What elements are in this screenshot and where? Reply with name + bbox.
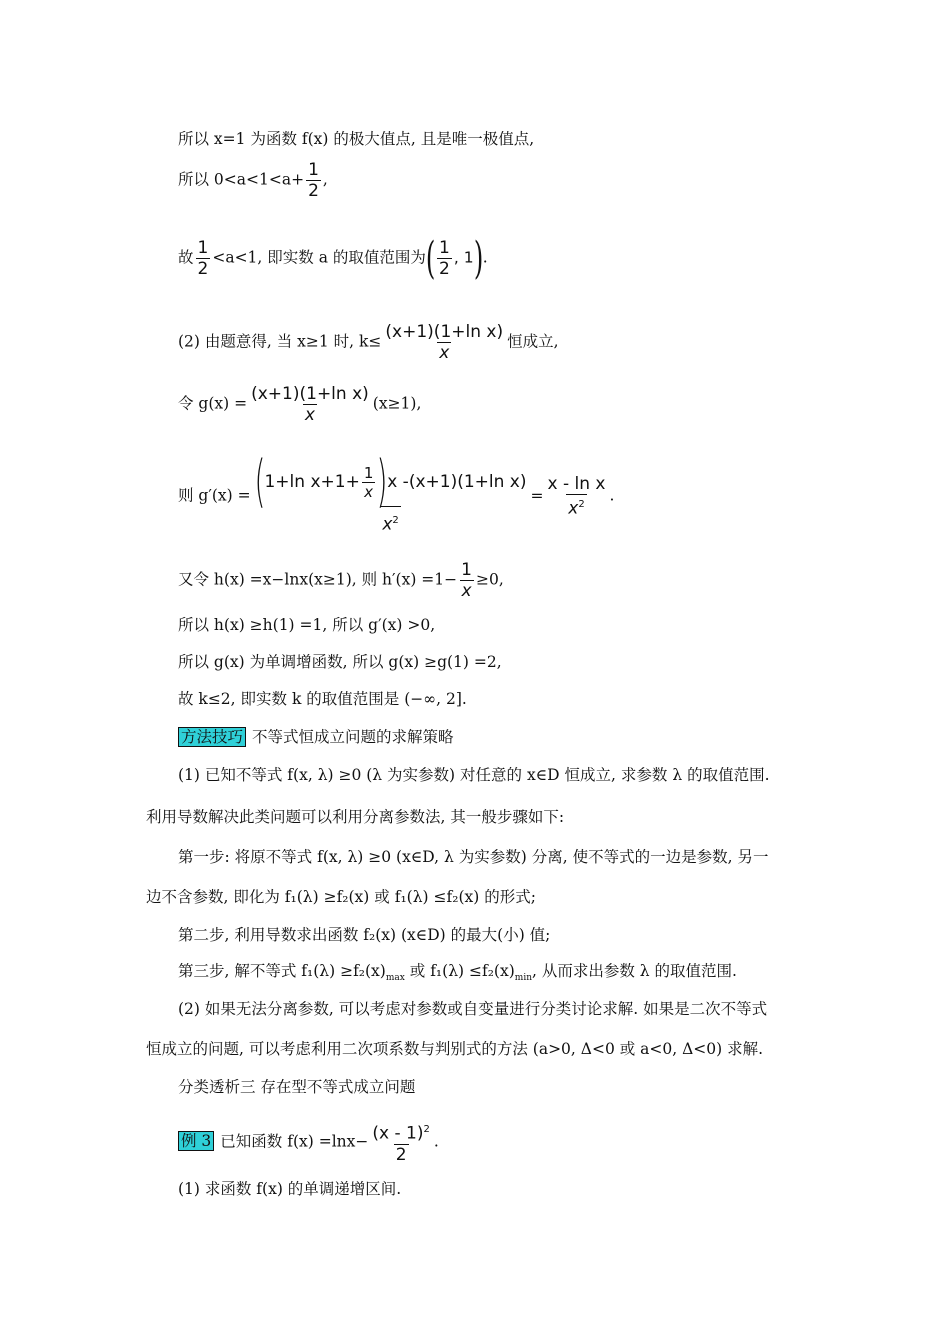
fraction-numerator [370, 1120, 431, 1144]
text-fragment: (2) 由题意得, 当 x≥1 时, k≤ [178, 332, 382, 351]
text-fragment: 第三步, 解不等式 f₁(λ) ≥f₂(x) [178, 962, 386, 980]
text-line-18: (2) 如果无法分离参数, 可以考虑对参数或自变量进行分类讨论求解. 如果是二次不等式 [178, 1000, 768, 1018]
equals-sign: = [530, 486, 544, 505]
fraction-k [383, 322, 505, 363]
den-base: x [382, 514, 393, 535]
fraction-numerator: 1 [308, 160, 319, 180]
fraction-h [459, 560, 474, 601]
fraction-gprime [253, 449, 529, 535]
text-fragment: 所以 0<a<1<a+ [178, 170, 305, 189]
text-line-13: 利用导数解决此类问题可以利用分离参数法, 其一般步骤如下: [146, 808, 565, 826]
text-line-17 [178, 960, 737, 989]
fraction-half [437, 238, 452, 279]
punctuation: , [322, 170, 328, 189]
text-fragment: 则 g′(x) = [178, 486, 251, 505]
punctuation: . [609, 486, 615, 505]
left-paren: ( [254, 449, 266, 514]
subscript-min: min [514, 973, 532, 984]
text-fragment: <a<1, 即实数 a 的取值范围为 [212, 248, 426, 267]
text-line-19: 恒成立的问题, 可以考虑利用二次项系数与判别式的方法 (a>0, Δ<0 或 a<0, Δ<0) 求解. [146, 1040, 764, 1058]
text-line-14: 第一步: 将原不等式 f(x, λ) ≥0 (x∈D, λ 为实参数) 分离, 使不等式的一边是参数, 另一 [178, 848, 769, 866]
text-line-9: 所以 g(x) 为单调增函数, 所以 g(x) ≥g(1) =2, [178, 653, 502, 671]
method-heading [178, 726, 454, 748]
method-title: 不等式恒成立问题的求解策略 [252, 728, 454, 746]
fraction-half [196, 238, 211, 279]
left-paren: ( [425, 232, 436, 284]
text-fragment: 令 g(x) = [178, 394, 248, 413]
subscript-max: max [385, 973, 405, 984]
fraction-denominator: x [439, 343, 450, 363]
text-fragment: 恒成立, [507, 332, 559, 351]
text-fragment: ≥0, [475, 570, 504, 589]
fraction-one-over-x [362, 464, 376, 501]
text-fragment: 故 [178, 248, 194, 267]
fraction-numerator: 1 [439, 238, 450, 258]
text-line-7 [178, 560, 504, 601]
text-line-10: 故 k≤2, 即实数 k 的取值范围是 (−∞, 2]. [178, 690, 467, 708]
fraction-numerator: x - ln x [547, 474, 606, 494]
text-line-6 [178, 449, 615, 535]
fraction-denominator: 2 [308, 181, 319, 201]
fraction-numerator: 1 [363, 463, 374, 482]
text-line-16: 第二步, 利用导数求出函数 f₂(x) (x∈D) 的最大(小) 值; [178, 926, 551, 944]
text-line-5 [178, 384, 421, 425]
right-paren: ) [473, 232, 483, 284]
fraction-half [306, 160, 321, 201]
fraction-denominator: x [461, 581, 472, 601]
text-fragment: 又令 h(x) =x−lnx(x≥1), 则 h′(x) =1− [178, 570, 458, 589]
inner-expression: 1+ln x+1+ [264, 472, 360, 492]
punctuation: . [433, 1132, 439, 1151]
text-fragment: 已知函数 f(x) =lnx− [220, 1132, 369, 1151]
text-fragment: (x≥1), [372, 394, 422, 413]
fraction-denominator: 2 [439, 259, 450, 279]
fraction-g [249, 384, 371, 425]
method-tag: 方法技巧 [178, 727, 246, 747]
punctuation: . [482, 248, 488, 267]
fraction-numerator: 1 [461, 560, 472, 580]
inner-expression: x -(x+1)(1+ln x) [387, 472, 527, 492]
text-line-15: 边不含参数, 即化为 f₁(λ) ≥f₂(x) 或 f₁(λ) ≤f₂(x) 的形式; [146, 888, 536, 906]
fraction-result [546, 474, 608, 519]
fraction-numerator: 1 [197, 238, 209, 258]
interval-end: , 1 [453, 248, 474, 267]
fraction-numerator: (x+1)(1+ln x) [251, 384, 369, 404]
fraction-denominator: 2 [197, 259, 209, 279]
example-line [178, 1120, 439, 1165]
fraction-numerator: (x+1)(1+ln x) [385, 322, 504, 342]
num-base: (x - 1) [372, 1123, 424, 1144]
text-line-2 [178, 160, 328, 201]
text-line-3 [178, 232, 488, 284]
fraction-denominator: 2 [395, 1144, 407, 1165]
text-line-4 [178, 322, 559, 363]
den-base: x [568, 498, 579, 519]
text-line-12: (1) 已知不等式 f(x, λ) ≥0 (λ 为实参数) 对任意的 x∈D 恒成立, 求参数 λ 的取值范围. [178, 766, 770, 784]
text-line-22: (1) 求函数 f(x) 的单调递增区间. [178, 1180, 402, 1198]
den-exponent: 2 [392, 515, 399, 526]
example-tag: 例 3 [178, 1131, 214, 1151]
right-paren: ) [376, 449, 388, 514]
fraction-f [370, 1120, 431, 1165]
text-line-1: 所以 x=1 为函数 f(x) 的极大值点, 且是唯一极值点, [178, 130, 535, 148]
fraction-denominator [566, 494, 586, 519]
section-heading: 分类透析三 存在型不等式成立问题 [178, 1078, 416, 1096]
den-exponent: 2 [578, 499, 585, 510]
fraction-denominator: x [304, 405, 315, 425]
text-fragment: 或 f₁(λ) ≤f₂(x) [404, 962, 515, 980]
num-exponent: 2 [423, 1124, 430, 1135]
text-line-8: 所以 h(x) ≥h(1) =1, 所以 g′(x) >0, [178, 616, 436, 634]
fraction-numerator [253, 449, 529, 514]
text-fragment: , 从而求出参数 λ 的取值范围. [532, 962, 737, 980]
fraction-denominator: x [364, 482, 374, 501]
